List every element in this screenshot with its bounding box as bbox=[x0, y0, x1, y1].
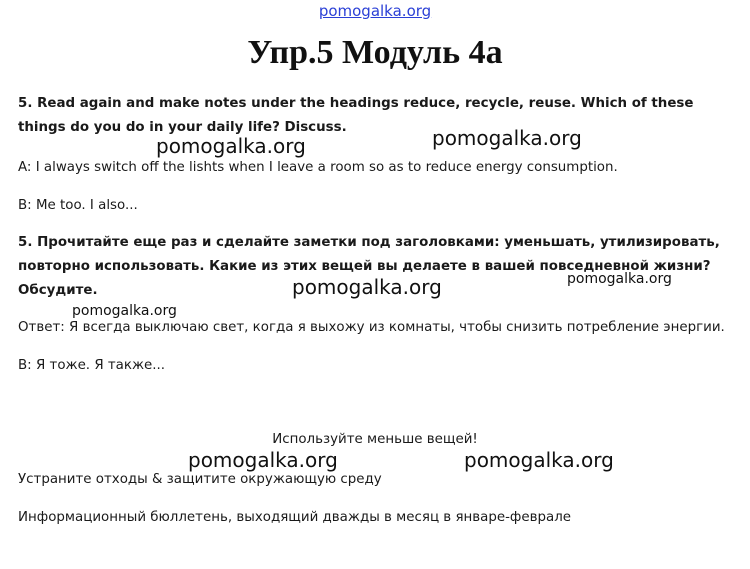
watermark-7: pomogalka.org bbox=[464, 448, 614, 472]
watermark-5: pomogalka.org bbox=[72, 303, 177, 319]
english-answer-b: B: Me too. I also... bbox=[18, 198, 138, 213]
watermark-1: pomogalka.org bbox=[156, 134, 306, 158]
russian-answer-b: В: Я тоже. Я также... bbox=[18, 358, 166, 373]
watermark-2: pomogalka.org bbox=[432, 126, 582, 150]
center-note: Используйте меньше вещей! bbox=[272, 432, 478, 447]
waste-line: Устраните отходы & защитите окружающую среду bbox=[18, 472, 382, 487]
watermark-link-top[interactable]: pomogalka.org bbox=[318, 2, 432, 20]
watermark-6: pomogalka.org bbox=[188, 448, 338, 472]
watermark-4: pomogalka.org bbox=[567, 271, 672, 287]
newsletter-line: Информационный бюллетень, выходящий дважды в месяц в январе-феврале bbox=[18, 510, 572, 525]
russian-answer-a: Ответ: Я всегда выключаю свет, когда я выхожу из комнаты, чтобы снизить потребление энергии. bbox=[18, 320, 725, 335]
watermark-3: pomogalka.org bbox=[292, 275, 442, 299]
english-answer-a: A: I always switch off the lishts when I leave a room so as to reduce energy consumption. bbox=[18, 160, 618, 175]
russian-task: 5. Прочитайте еще раз и сделайте заметки под заголовками: уменьшать, утилизировать, повторно использовать. Какие из этих вещей вы делаете в вашей повседневной жизни? Обсудите. bbox=[18, 235, 720, 298]
english-task: 5. Read again and make notes under the headings reduce, recycle, reuse. Which of these things do you do in your daily life? Discuss. bbox=[18, 96, 694, 135]
page-title: Упр.5 Модуль 4а bbox=[247, 34, 503, 71]
